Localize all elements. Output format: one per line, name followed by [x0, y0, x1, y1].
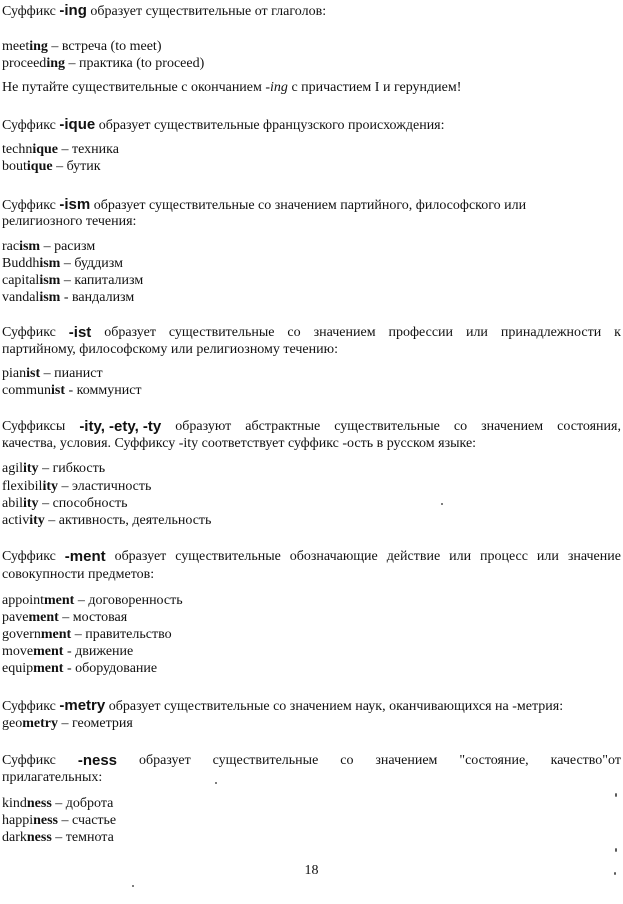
example-line: activity – активность, деятельность	[2, 513, 212, 528]
suffix-label: -ment	[64, 548, 106, 565]
example-line: meeting – встреча (to meet)	[2, 39, 162, 54]
example-line: pianist – пианист	[2, 366, 103, 381]
example-line: geometry – геометрия	[2, 716, 133, 731]
suffix-label: -ism	[59, 196, 91, 213]
scan-speck	[615, 848, 617, 852]
heading-continuation: качества, условия. Суффиксу -ity соответствует суффикс -ость в русском языке:	[2, 436, 477, 451]
example-line: movement - движение	[2, 644, 134, 659]
suffix-label: -metry	[59, 697, 106, 714]
example-line: racism – расизм	[2, 239, 96, 254]
suffix-label: -ness	[77, 752, 118, 769]
suffix-label: -ity, -ety, -ty	[79, 418, 162, 435]
suffix-label: -ist	[68, 324, 92, 341]
example-line: capitalism – капитализм	[2, 273, 144, 288]
scan-speck	[215, 782, 217, 784]
heading-continuation: совокупности предметов:	[2, 567, 155, 582]
example-line: happiness – счастье	[2, 813, 117, 828]
ness-heading: Суффикс -ness образует существительные со значением "состояние, качество"от	[2, 752, 621, 769]
example-line: kindness – доброта	[2, 796, 114, 811]
example-line: vandalism - вандализм	[2, 290, 135, 305]
heading-continuation: партийному, философскому или религиозному течению:	[2, 342, 338, 357]
scan-speck	[614, 872, 616, 875]
ment-heading: Суффикс -ment образует существительные обозначающие действие или процесс или значение	[2, 548, 621, 565]
ing-heading	[2, 2, 326, 20]
ity-heading: Суффиксы -ity, -ety, -ty образуют абстрактные существительные со значением состояния,	[2, 418, 621, 435]
example-line: flexibility – эластичность	[2, 479, 152, 494]
example-line: communist - коммунист	[2, 383, 142, 398]
scan-speck	[132, 885, 134, 887]
suffix-label: -ique	[59, 116, 96, 133]
example-line: equipment - оборудование	[2, 661, 158, 676]
example-line: appointment – договоренность	[2, 593, 183, 608]
metry-heading: Суффикс -metry образует существительные со значением наук, оканчивающихся на -метрия:	[2, 697, 564, 714]
heading-continuation: религиозного течения:	[2, 214, 137, 229]
example-line: ability – способность	[2, 496, 128, 511]
heading-text: образует существительные от глаголов:	[86, 4, 327, 19]
page-number: 18	[304, 863, 319, 878]
example-line: government – правительство	[2, 627, 172, 642]
example-line: pavement – мостовая	[2, 610, 128, 625]
example-line: technique – техника	[2, 142, 119, 157]
scan-speck	[441, 503, 443, 505]
example-line: agility – гибкость	[2, 461, 106, 476]
example-line: boutique – бутик	[2, 159, 101, 174]
ique-heading: Суффикс -ique образует существительные французского происхождения:	[2, 116, 445, 133]
ing-note: Не путайте существительные с окончанием -ing с причастием I и герундием!	[2, 80, 462, 95]
ism-heading: Суффикс -ism образует существительные со значением партийного, философского или	[2, 196, 527, 213]
example-line: proceeding – практика (to proceed)	[2, 56, 205, 71]
heading-text: Суффикс	[2, 4, 60, 19]
suffix-label: -ing	[59, 2, 87, 19]
heading-continuation: прилагательных:	[2, 770, 103, 785]
example-line: Buddhism – буддизм	[2, 256, 123, 271]
ist-heading: Суффикс -ist образует существительные со значением профессии или принадлежности к	[2, 324, 621, 341]
example-line: darkness – темнота	[2, 830, 114, 845]
scan-speck	[615, 793, 617, 797]
